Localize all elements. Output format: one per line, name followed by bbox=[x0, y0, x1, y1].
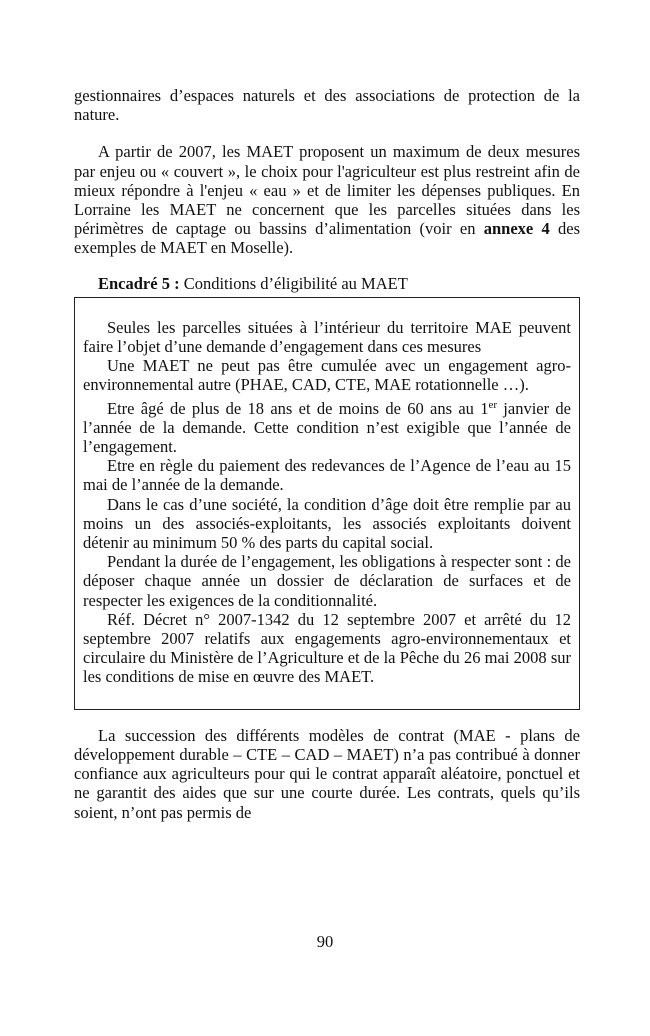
paragraph-maet-text-start: A partir de 2007, les MAET proposent un maximum de deux mesures par enjeu ou « couvert », le choix pour l'agriculteur est plus restreint afin de mieux répondre à l'enjeu « eau » et de limiter les dépenses publiques. En Lorraine les MAET ne concernent que les parcelles situées dans les périmètres de captage ou bassins d’alimentation (voir en bbox=[74, 142, 580, 239]
annex-reference: annexe 4 bbox=[483, 219, 550, 239]
eligibility-condition: Etre en règle du paiement des redevances de l’Agence de l’eau au 15 mai de l’année de la demande. bbox=[83, 456, 571, 495]
eligibility-condition: Seules les parcelles situées à l’intérieur du territoire MAE peuvent faire l’objet d’une demande d’engagement dans ces mesures bbox=[83, 317, 571, 357]
age-condition-text: Etre âgé de plus de 18 ans et de moins de 60 ans au 1 bbox=[107, 398, 489, 418]
page-body bbox=[74, 86, 580, 822]
eligibility-condition: Pendant la durée de l’engagement, les obligations à respecter sont : de déposer chaque année un dossier de déclaration de surfaces et de respecter les exigences de la conditionnalité. bbox=[83, 552, 571, 610]
box-caption-label: Encadré 5 : bbox=[98, 273, 180, 293]
age-condition-continuation: janvier de l’année de la demande. Cette condition n’est exigible que l’année de l’engagement. bbox=[83, 398, 571, 457]
paragraph-continuation: gestionnaires d’espaces naturels et des associations de protection de la nature. bbox=[74, 86, 580, 125]
eligibility-condition: Une MAET ne peut pas être cumulée avec un engagement agro-environnemental autre (PHAE, CAD, CTE, MAE rotationnelle …). bbox=[83, 356, 571, 395]
eligibility-box bbox=[74, 297, 580, 710]
ordinal-superscript: er bbox=[488, 398, 497, 411]
eligibility-condition: Dans le cas d’une société, la condition d’âge doit être remplie par au moins un des associés-exploitants, les associés exploitants doivent détenir au minimum 50 % des parts du capital social. bbox=[83, 494, 571, 553]
paragraph-maet-2007 bbox=[74, 142, 580, 257]
paragraph-contract-succession: La succession des différents modèles de contrat (MAE - plans de développement durable – CTE – CAD – MAET) n’a pas contribué à donner confiance aux agriculteurs pour qui le contrat apparaît aléatoire, ponctuel et ne garantit des aides que sur une courte durée. Les contrats, quels qu’ils soient, n’ont pas permis de bbox=[74, 725, 580, 822]
paragraph-maet-text-end: des exemples de MAET en Moselle). bbox=[74, 219, 581, 258]
eligibility-reference: Réf. Décret n° 2007-1342 du 12 septembre 2007 et arrêté du 12 septembre 2007 relatifs aux engagements agro-environnementaux et circulaire du Ministère de l’Agriculture et de la Pêche du 26 mai 2008 sur les conditions de mise en œuvre des MAET. bbox=[83, 609, 571, 687]
eligibility-condition bbox=[83, 399, 571, 457]
box-caption-text: Conditions d’éligibilité au MAET bbox=[179, 273, 408, 293]
page-number: 90 bbox=[316, 932, 334, 951]
box-caption bbox=[98, 274, 580, 293]
